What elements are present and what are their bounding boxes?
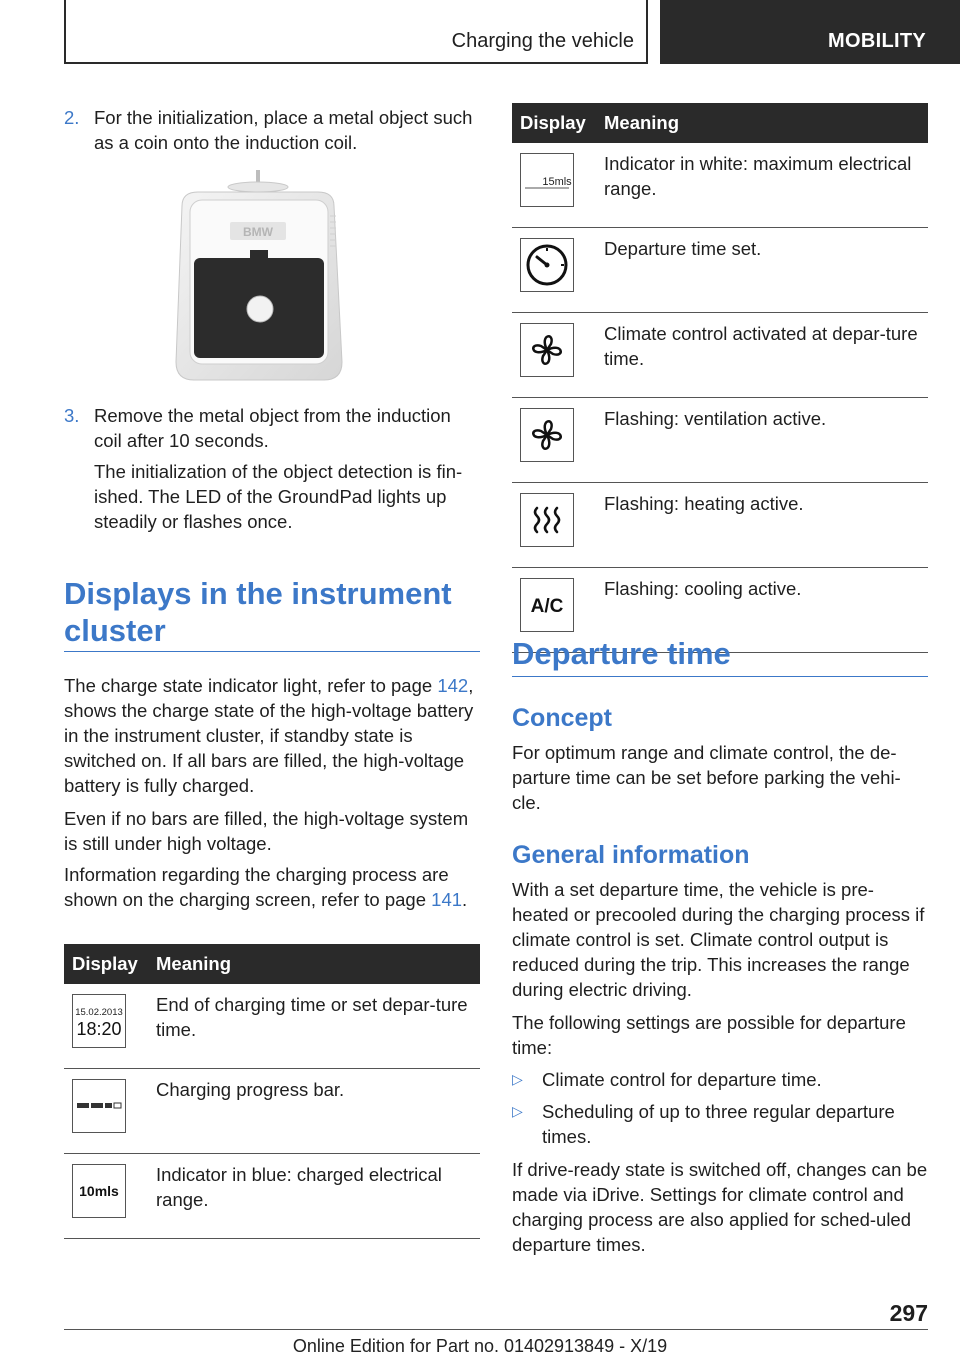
column-header-display: Display	[512, 103, 596, 143]
step-text-detail: The initialization of the object detection is fin-ished. The LED of the GroundPad lights up steadily or flashes once.	[94, 461, 463, 532]
heading-rule	[64, 651, 480, 652]
display-cell	[512, 483, 596, 568]
display-cell	[512, 398, 596, 483]
header-chapter-tab	[660, 0, 960, 64]
list-item-text: Scheduling of up to three regular departure times.	[542, 1101, 895, 1147]
table-row	[512, 483, 928, 568]
meaning-cell: Indicator in white: maximum electrical range.	[596, 143, 928, 228]
list-item-text: Climate control for departure time.	[542, 1069, 822, 1090]
meaning-cell: Flashing: cooling active.	[596, 568, 928, 653]
meaning-cell: Indicator in blue: charged electrical range.	[148, 1154, 480, 1239]
text: .	[462, 889, 468, 910]
ac-icon	[520, 578, 574, 632]
display-cell	[64, 1154, 148, 1239]
instrument-paragraph-2: Even if no bars are filled, the high-voltage system is still under high voltage.	[64, 808, 469, 854]
icon-range: 15mls	[542, 176, 572, 188]
page-number: 297	[889, 1300, 928, 1326]
column-header-meaning: Meaning	[148, 944, 480, 984]
page-link-141[interactable]: 141	[431, 889, 463, 910]
device-logo-text: BMW	[243, 225, 273, 239]
display-table-left	[64, 944, 480, 1239]
step-number: 2.	[64, 107, 80, 128]
meaning-cell: End of charging time or set depar-ture time.	[148, 984, 480, 1069]
display-cell	[64, 984, 148, 1069]
column-header-meaning: Meaning	[596, 103, 928, 143]
section-heading-instrument: Displays in the instrument cluster	[64, 576, 452, 648]
instrument-paragraph-1	[64, 673, 480, 798]
display-cell	[512, 313, 596, 398]
display-cell	[512, 228, 596, 313]
table-row	[512, 143, 928, 228]
fan-icon	[520, 408, 574, 462]
text: , shows the charge state of the high-voltage battery in the instrument cluster, if standby state is switched on. If all bars are filled, the high-voltage battery is fully charged.	[64, 675, 474, 796]
step-text: Remove the metal object from the induction coil after 10 seconds.	[94, 405, 451, 451]
table-row	[512, 313, 928, 398]
groundpad-image	[172, 166, 352, 390]
table-row	[64, 1154, 480, 1239]
text: Information regarding the charging process are shown on the charging screen, refer to page	[64, 864, 449, 910]
settings-intro: The following settings are possible for departure time:	[512, 1012, 906, 1058]
display-cell	[64, 1069, 148, 1154]
icon-range: 10mls	[79, 1183, 119, 1199]
instrument-paragraph-3	[64, 862, 480, 912]
meaning-cell: Climate control activated at depar-ture time.	[596, 313, 928, 398]
table-row	[64, 1069, 480, 1154]
icon-date: 15.02.2013	[75, 1007, 123, 1018]
meaning-cell: Departure time set.	[596, 228, 928, 313]
groundpad-illustration	[172, 166, 352, 390]
closing-paragraph: If drive-ready state is switched off, changes can be made via iDrive. Settings for climate control and charging process are also applied for sched-uled departure times.	[512, 1159, 928, 1255]
table-row	[64, 984, 480, 1069]
concept-paragraph: For optimum range and climate control, the de-parture time can be set before parking the vehi-cle.	[512, 742, 901, 813]
step-text: For the initialization, place a metal object such as a coin onto the induction coil.	[94, 107, 473, 153]
heading-rule	[512, 676, 928, 677]
column-header-display: Display	[64, 944, 148, 984]
step-number: 3.	[64, 405, 80, 426]
header-section-title: Charging the vehicle	[451, 30, 634, 52]
meaning-cell: Charging progress bar.	[148, 1069, 480, 1154]
icon-ac-text: A/C	[530, 596, 564, 617]
icon-time: 18:20	[76, 1019, 122, 1039]
table-row	[512, 398, 928, 483]
date-time-icon	[72, 994, 126, 1048]
subheading-general-information: General information	[512, 841, 750, 869]
footer-edition: Online Edition for Part no. 01402913849 - X/19	[292, 1336, 668, 1356]
section-heading-departure: Departure time	[512, 636, 731, 671]
table-row	[512, 228, 928, 313]
bullet-triangle-icon: ▷	[512, 1071, 523, 1087]
general-paragraph: With a set departure time, the vehicle is pre-heated or precooled during the charging process if climate control is set. Climate control output is reduced during the trip. This increases the range during electric driving.	[512, 879, 925, 1000]
range-blue-icon	[72, 1164, 126, 1218]
subheading-concept: Concept	[512, 704, 612, 732]
header-chapter-title: MOBILITY	[828, 30, 926, 52]
fan-icon	[520, 323, 574, 377]
meaning-cell: Flashing: heating active.	[596, 483, 928, 568]
range-white-icon	[520, 153, 574, 207]
display-table-right	[512, 103, 928, 653]
meaning-cell: Flashing: ventilation active.	[596, 398, 928, 483]
heating-icon	[520, 493, 574, 547]
text: The charge state indicator light, refer to page	[64, 675, 433, 696]
page-link-142[interactable]: 142	[437, 675, 469, 696]
bullet-triangle-icon: ▷	[512, 1103, 523, 1119]
clock-icon	[520, 238, 574, 292]
progress-bar-icon	[72, 1079, 126, 1133]
display-cell	[512, 143, 596, 228]
footer-rule	[64, 1329, 928, 1330]
